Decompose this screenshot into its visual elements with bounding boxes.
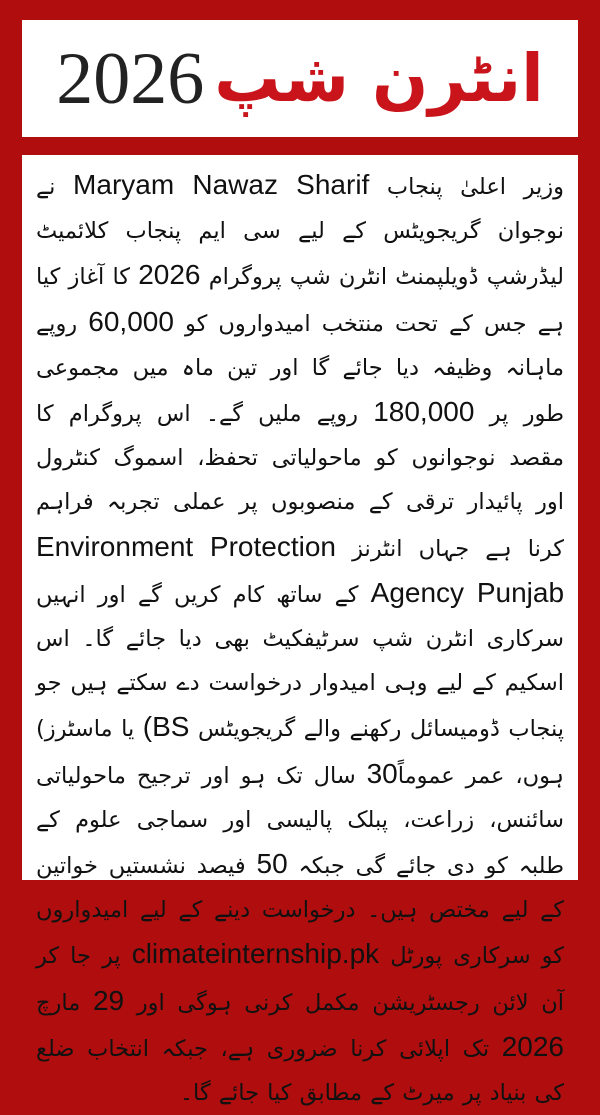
degree-abbrev: (BS [142,711,190,743]
portal-url: climateinternship.pk [131,938,380,970]
article-text: یا ماسٹرز) ہوں، عمر عموماً [36,716,564,789]
deadline-month: مارچ [36,989,81,1016]
article-text: فیصد نشستیں خواتین کے لیے مختص ہیں۔ درخواست دینے کے لیے امیدواروں کو سرکاری پورٹل [36,853,564,970]
article-text: وزیر اعلیٰ پنجاب [386,174,564,200]
deadline-day: 29 [92,984,125,1016]
article-text: کے ساتھ کام کریں گے اور انہیں سرکاری انٹرن شپ سرٹیفکیٹ بھی دیا جائے گا۔ اس اسکیم کے لیے وہی امیدوار درخواست دے سکتے ہیں جو پنجاب ڈومیسائل رکھنے والے گریجویٹس [36,581,565,743]
article-text: تک اپلائی کرنا ضروری ہے، جبکہ انتخاب ضلع کی بنیاد پر میرٹ کے مطابق کیا جائے گا۔ [36,1035,564,1107]
title-year: 2026 [56,37,205,120]
women-quota: 50 [256,848,288,880]
agency-name: Environment Protection Agency Punjab [36,530,565,608]
person-name: Maryam Nawaz Sharif [73,169,370,200]
article-text: پر جا کر آن لائن رجسٹریشن مکمل کرنی ہوگی اور [36,943,564,1016]
monthly-stipend-amount: 60,000 [88,305,174,337]
deadline-year: 2026 [501,1030,565,1062]
article-paragraph [36,163,564,1115]
total-stipend-amount: 180,000 [373,396,475,428]
article-text: سال تک ہو اور ترجیح ماحولیاتی سائنس، زراعت، پبلک پالیسی اور سماجی علوم کے طلبہ کو دی جائے گی جبکہ [36,762,565,880]
article-text: نے نوجوان گریجویٹس کے لیے سی ایم پنجاب کلائمیٹ لیڈرشپ ڈویلپمنٹ انٹرن شپ پروگرام [36,174,565,291]
article-text: روپے ملیں گے۔ اس پروگرام کا مقصد نوجوانوں کو ماحولیاتی تحفظ، اسموگ کنٹرول اور پائیدار ترقی کے منصوبوں پر عملی تجربہ فراہم کرنا ہے جہاں انٹرنز [36,401,564,562]
title-urdu: انٹرن شپ [214,39,544,117]
age-limit: 30 [366,757,398,789]
title-banner [22,20,578,137]
article-text: روپے ماہانہ وظیفہ دیا جائے گا اور تین ماہ میں مجموعی طور پر [36,310,564,428]
program-year: 2026 [138,259,201,291]
article-text: کا آغاز کیا ہے جس کے تحت منتخب امیدواروں کو [36,264,564,337]
article-box [22,155,578,1107]
